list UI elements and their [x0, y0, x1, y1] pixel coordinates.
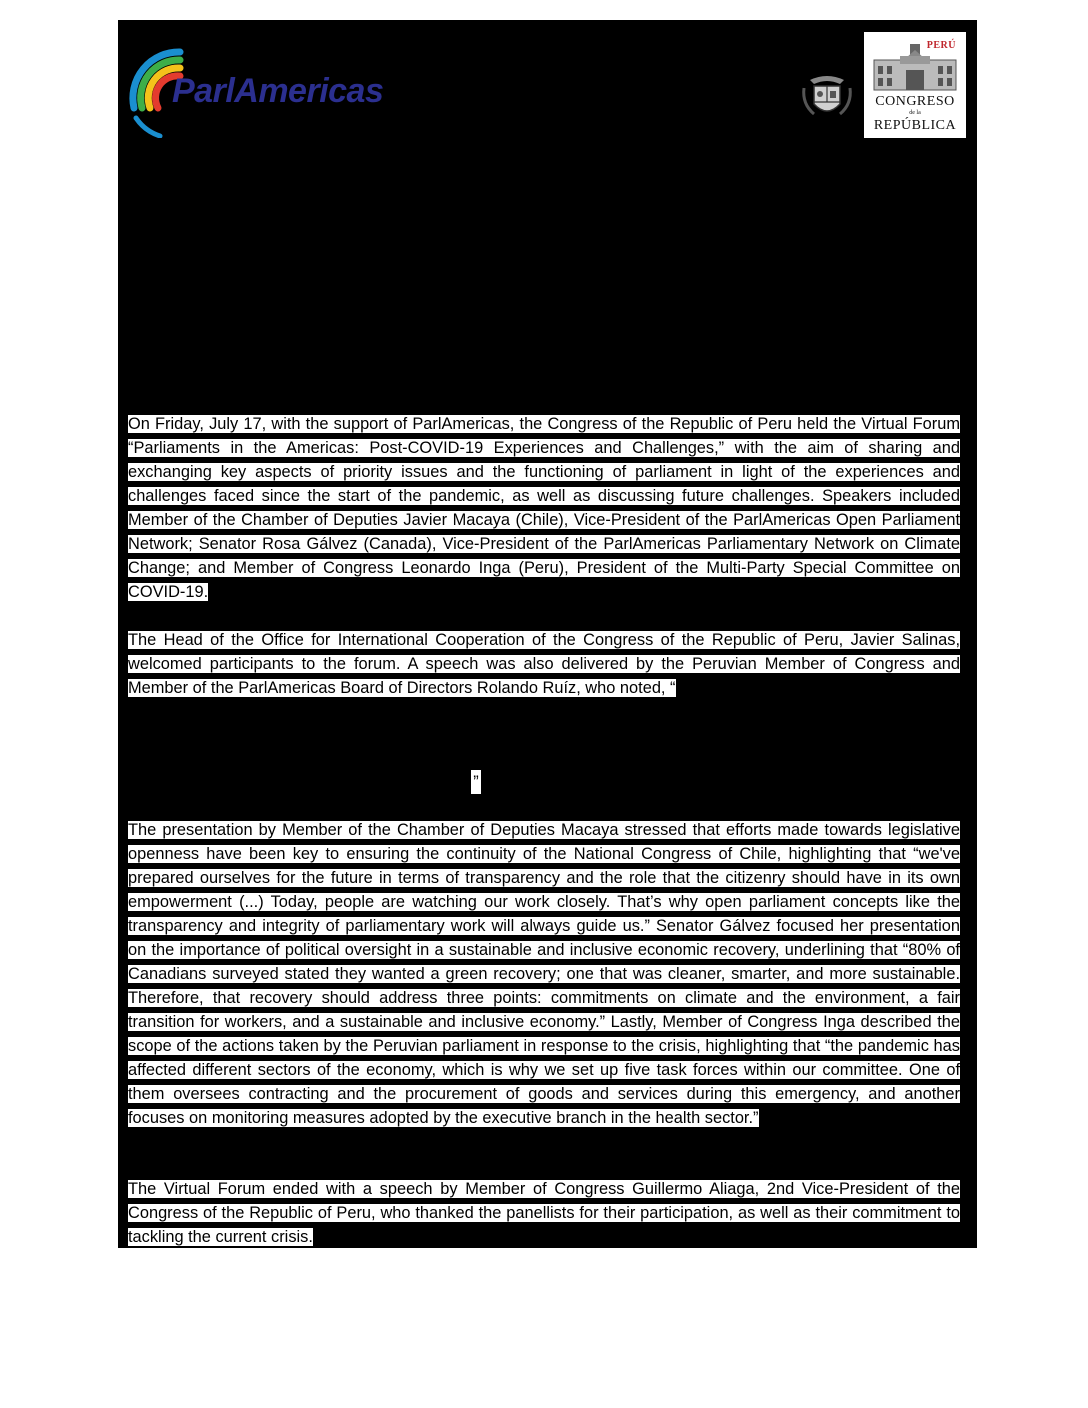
paragraph-text: The presentation by Member of the Chamber of Deputies Macaya stressed that efforts made towards legislative openness have been key to ensuring the continuity of the National Congress of Chile, highlighting that “we've prepared ourselves for the future in terms of transparency and the role that the citizenry should have in its own empowerment (...) Today, people are watching our work closely. That’s why open parliament concepts like the transparency and integrity of parliamentary work will always guide us.” Senator Gálvez focused her presentation on the importance of political oversight in a sustainable and inclusive economic recovery, underlining that “80% of Canadians surveyed stated they wanted a green recovery; one that was cleaner, smarter, and more sustainable. Therefore, that recovery should address three points: commitments on climate and the environment, a fair transition for workers, and a sustainable and inclusive economy.” Lastly, Member of Congress Inga described the scope of the actions taken by the Peruvian parliament in response to the crisis, highlighting that “the pandemic has affected different sectors of the economy, which is why we set up five task forces within our committee. One of them oversees contracting and the procurement of goods and services during this emergency, and another focuses on monitoring measures adopted by the executive branch in the health sector.”	[128, 821, 960, 1127]
paragraph-presentations	[128, 818, 960, 1130]
peru-coat-of-arms-icon	[800, 70, 854, 124]
paragraph-text: The Virtual Forum ended with a speech by Member of Congress Guillermo Aliaga, 2nd Vice-President of the Congress of the Republic of Peru, who thanked the panellists for their participation, as well as their commitment to tackling the current crisis.	[128, 1180, 960, 1246]
closing-quote-mark: ”	[471, 770, 481, 794]
paragraph-closing	[128, 1177, 960, 1249]
paragraph-forum-intro	[128, 412, 960, 604]
paragraph-welcome	[128, 628, 960, 700]
paragraph-text: On Friday, July 17, with the support of ParlAmericas, the Congress of the Republic of Peru held the Virtual Forum “Parliaments in the Americas: Post-COVID-19 Experiences and Challenges,” with the aim of sharing and exchanging key aspects of priority issues and the functioning of parliament in light of the experiences and challenges faced since the start of the pandemic, as well as discussing future challenges. Speakers included Member of the Chamber of Deputies Javier Macaya (Chile), Vice-President of the ParlAmericas Open Parliament Network; Senator Rosa Gálvez (Canada), Vice-President of the ParlAmericas Parliamentary Network on Climate Change; and Member of Congress Leonardo Inga (Peru), President of the Multi-Party Special Committee on COVID-19.	[128, 415, 960, 601]
paragraph-text: The Head of the Office for International Cooperation of the Congress of the Republic of Peru, Javier Salinas, welcomed participants to the forum. A speech was also delivered by the Peruvian Member of Congress and Member of the ParlAmericas Board of Directors Rolando Ruíz, who noted, “	[128, 631, 960, 697]
congress-building-icon	[870, 42, 960, 92]
congreso-republica-logo	[864, 32, 966, 138]
congress-logo-country: PERÚ	[926, 40, 956, 51]
congress-logo-line1: CONGRESO	[875, 94, 955, 109]
parlamericas-wordmark: ParlAmericas	[172, 72, 384, 110]
congress-logo-line2: de la	[909, 110, 921, 116]
congress-logo-line3: REPÚBLICA	[873, 118, 957, 133]
